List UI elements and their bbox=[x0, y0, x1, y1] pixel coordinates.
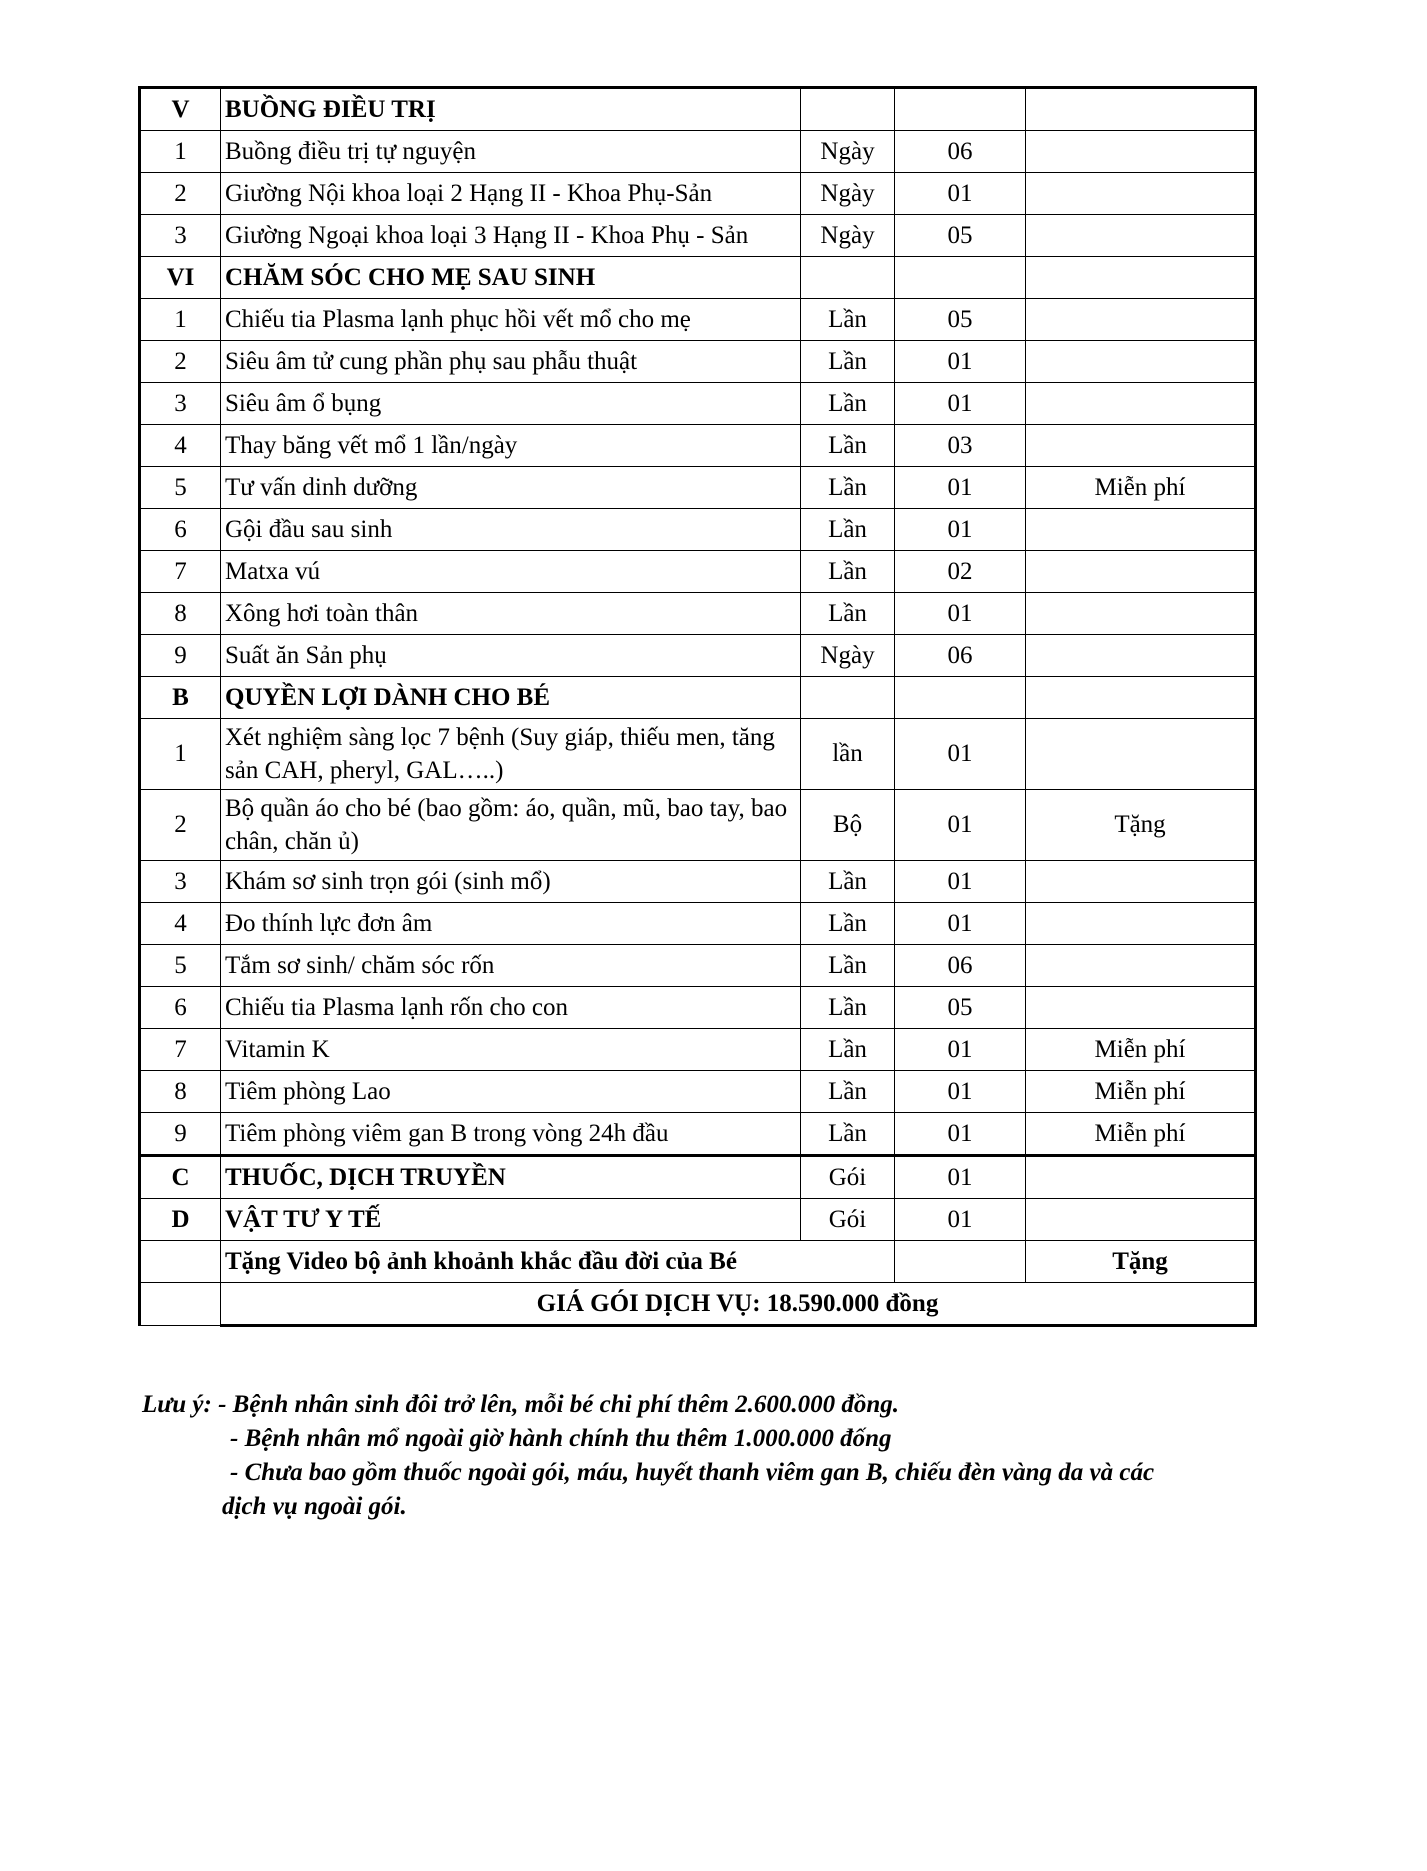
unit-cell: Lần bbox=[801, 425, 895, 467]
unit-cell: Lần bbox=[801, 299, 895, 341]
row-number: 7 bbox=[140, 551, 221, 593]
note-cell bbox=[1026, 173, 1256, 215]
section-number: D bbox=[140, 1199, 221, 1241]
note-cell bbox=[1026, 1199, 1256, 1241]
qty-cell: 01 bbox=[895, 861, 1026, 903]
unit-cell: Gói bbox=[801, 1199, 895, 1241]
note-cell bbox=[1026, 215, 1256, 257]
qty-cell: 05 bbox=[895, 215, 1026, 257]
service-name: Suất ăn Sản phụ bbox=[221, 635, 801, 677]
row-number: 5 bbox=[140, 467, 221, 509]
service-name: Xông hơi toàn thân bbox=[221, 593, 801, 635]
qty-cell: 01 bbox=[895, 1071, 1026, 1113]
qty-cell: 01 bbox=[895, 467, 1026, 509]
qty-cell: 05 bbox=[895, 987, 1026, 1029]
note-line-1 bbox=[142, 1388, 1262, 1422]
table-row bbox=[140, 987, 1256, 1029]
table-row bbox=[140, 635, 1256, 677]
note-cell bbox=[1026, 1156, 1256, 1199]
qty-cell: 05 bbox=[895, 299, 1026, 341]
section-number: B bbox=[140, 677, 221, 719]
table-row bbox=[140, 425, 1256, 467]
note-cell bbox=[1026, 551, 1256, 593]
qty-cell: 01 bbox=[895, 719, 1026, 790]
note-cell: Miễn phí bbox=[1026, 1071, 1256, 1113]
section-title: VẬT TƯ Y TẾ bbox=[221, 1199, 801, 1241]
row-number: 9 bbox=[140, 1113, 221, 1156]
row-number: 8 bbox=[140, 1071, 221, 1113]
note-cell: Miễn phí bbox=[1026, 1113, 1256, 1156]
note-cell bbox=[1026, 677, 1256, 719]
qty-cell bbox=[895, 1241, 1026, 1283]
qty-cell bbox=[895, 88, 1026, 131]
table-row bbox=[140, 1113, 1256, 1156]
service-name: Đo thính lực đơn âm bbox=[221, 903, 801, 945]
row-number: 6 bbox=[140, 987, 221, 1029]
section-row bbox=[140, 1199, 1256, 1241]
service-name: Siêu âm tử cung phần phụ sau phẫu thuật bbox=[221, 341, 801, 383]
note-cell: Miễn phí bbox=[1026, 1029, 1256, 1071]
qty-cell: 01 bbox=[895, 903, 1026, 945]
table-row bbox=[140, 509, 1256, 551]
note-cell bbox=[1026, 131, 1256, 173]
unit-cell: Lần bbox=[801, 1071, 895, 1113]
qty-cell: 01 bbox=[895, 173, 1026, 215]
service-name: Thay băng vết mổ 1 lần/ngày bbox=[221, 425, 801, 467]
unit-cell: Lần bbox=[801, 551, 895, 593]
qty-cell: 06 bbox=[895, 131, 1026, 173]
unit-cell: Lần bbox=[801, 861, 895, 903]
notes-block bbox=[142, 1388, 1262, 1524]
unit-cell: Lần bbox=[801, 593, 895, 635]
unit-cell: Lần bbox=[801, 341, 895, 383]
service-name: Tiêm phòng Lao bbox=[221, 1071, 801, 1113]
service-name: Giường Ngoại khoa loại 3 Hạng II - Khoa Phụ - Sản bbox=[221, 215, 801, 257]
note-text: - Bệnh nhân sinh đôi trở lên, mỗi bé chi phí thêm 2.600.000 đồng. bbox=[211, 1391, 899, 1418]
service-name: Chiếu tia Plasma lạnh rốn cho con bbox=[221, 987, 801, 1029]
note-cell bbox=[1026, 425, 1256, 467]
note-cell bbox=[1026, 861, 1256, 903]
note-label: Lưu ý: bbox=[142, 1391, 212, 1418]
note-cell bbox=[1026, 593, 1256, 635]
service-name: Matxa vú bbox=[221, 551, 801, 593]
note-line-4: dịch vụ ngoài gói. bbox=[222, 1493, 407, 1520]
note-cell bbox=[1026, 341, 1256, 383]
qty-cell: 01 bbox=[895, 383, 1026, 425]
row-number: 1 bbox=[140, 131, 221, 173]
qty-cell: 01 bbox=[895, 1156, 1026, 1199]
qty-cell: 02 bbox=[895, 551, 1026, 593]
table-row bbox=[140, 215, 1256, 257]
row-number: 1 bbox=[140, 719, 221, 790]
section-title: THUỐC, DỊCH TRUYỀN bbox=[221, 1156, 801, 1199]
table-row bbox=[140, 173, 1256, 215]
row-number bbox=[140, 1241, 221, 1283]
service-name: Gội đầu sau sinh bbox=[221, 509, 801, 551]
row-number: 1 bbox=[140, 299, 221, 341]
service-name: Buồng điều trị tự nguyện bbox=[221, 131, 801, 173]
note-cell bbox=[1026, 257, 1256, 299]
table-row bbox=[140, 719, 1256, 790]
qty-cell: 01 bbox=[895, 1199, 1026, 1241]
note-cell bbox=[1026, 383, 1256, 425]
row-number: 3 bbox=[140, 861, 221, 903]
table-row bbox=[140, 551, 1256, 593]
row-number: 4 bbox=[140, 903, 221, 945]
note-line-3: - Chưa bao gồm thuốc ngoài gói, máu, huyết thanh viêm gan B, chiếu đèn vàng da và các bbox=[230, 1459, 1155, 1486]
qty-cell: 01 bbox=[895, 341, 1026, 383]
qty-cell: 06 bbox=[895, 945, 1026, 987]
row-number: 6 bbox=[140, 509, 221, 551]
table-row bbox=[140, 945, 1256, 987]
row-number: 7 bbox=[140, 1029, 221, 1071]
service-name: Chiếu tia Plasma lạnh phục hồi vết mổ cho mẹ bbox=[221, 299, 801, 341]
unit-cell: Lần bbox=[801, 903, 895, 945]
unit-cell: Gói bbox=[801, 1156, 895, 1199]
note-cell bbox=[1026, 509, 1256, 551]
service-name: Siêu âm ổ bụng bbox=[221, 383, 801, 425]
row-number bbox=[140, 1283, 221, 1326]
note-cell: Tặng bbox=[1026, 790, 1256, 861]
table-row bbox=[140, 131, 1256, 173]
unit-cell: Ngày bbox=[801, 635, 895, 677]
section-row bbox=[140, 1156, 1256, 1199]
unit-cell bbox=[801, 677, 895, 719]
section-title: CHĂM SÓC CHO MẸ SAU SINH bbox=[221, 257, 801, 299]
table-row bbox=[140, 341, 1256, 383]
qty-cell: 01 bbox=[895, 1113, 1026, 1156]
row-number: 4 bbox=[140, 425, 221, 467]
qty-cell bbox=[895, 677, 1026, 719]
table-row bbox=[140, 790, 1256, 861]
row-number: 3 bbox=[140, 383, 221, 425]
qty-cell: 01 bbox=[895, 509, 1026, 551]
unit-cell: Lần bbox=[801, 383, 895, 425]
row-number: 2 bbox=[140, 790, 221, 861]
section-number: V bbox=[140, 88, 221, 131]
row-number: 2 bbox=[140, 173, 221, 215]
note-cell bbox=[1026, 635, 1256, 677]
unit-cell: Lần bbox=[801, 1113, 895, 1156]
row-number: 3 bbox=[140, 215, 221, 257]
section-row bbox=[140, 88, 1256, 131]
package-price: GIÁ GÓI DỊCH VỤ: 18.590.000 đồng bbox=[221, 1283, 1256, 1326]
table-row bbox=[140, 903, 1256, 945]
unit-cell: Ngày bbox=[801, 173, 895, 215]
qty-cell: 06 bbox=[895, 635, 1026, 677]
note-cell bbox=[1026, 987, 1256, 1029]
gift-description: Tặng Video bộ ảnh khoảnh khắc đầu đời của Bé bbox=[221, 1241, 895, 1283]
note-cell bbox=[1026, 945, 1256, 987]
unit-cell: Ngày bbox=[801, 131, 895, 173]
qty-cell: 03 bbox=[895, 425, 1026, 467]
unit-cell: Lần bbox=[801, 467, 895, 509]
qty-cell: 01 bbox=[895, 790, 1026, 861]
unit-cell: lần bbox=[801, 719, 895, 790]
unit-cell: Ngày bbox=[801, 215, 895, 257]
unit-cell: Lần bbox=[801, 945, 895, 987]
row-number: 5 bbox=[140, 945, 221, 987]
qty-cell: 01 bbox=[895, 593, 1026, 635]
table-row bbox=[140, 593, 1256, 635]
qty-cell bbox=[895, 257, 1026, 299]
note-cell bbox=[1026, 719, 1256, 790]
unit-cell: Lần bbox=[801, 987, 895, 1029]
note-cell bbox=[1026, 299, 1256, 341]
note-cell bbox=[1026, 88, 1256, 131]
row-number: 2 bbox=[140, 341, 221, 383]
unit-cell bbox=[801, 88, 895, 131]
unit-cell: Bộ bbox=[801, 790, 895, 861]
table-row bbox=[140, 1029, 1256, 1071]
service-name: Tắm sơ sinh/ chăm sóc rốn bbox=[221, 945, 801, 987]
row-number: 8 bbox=[140, 593, 221, 635]
service-name: Khám sơ sinh trọn gói (sinh mổ) bbox=[221, 861, 801, 903]
section-number: VI bbox=[140, 257, 221, 299]
total-row bbox=[140, 1283, 1256, 1326]
section-row bbox=[140, 677, 1256, 719]
service-name: Giường Nội khoa loại 2 Hạng II - Khoa Phụ-Sản bbox=[221, 173, 801, 215]
row-number: 9 bbox=[140, 635, 221, 677]
section-title: BUỒNG ĐIỀU TRỊ bbox=[221, 88, 801, 131]
section-row bbox=[140, 257, 1256, 299]
table-row bbox=[140, 383, 1256, 425]
table-row bbox=[140, 861, 1256, 903]
note-cell: Miễn phí bbox=[1026, 467, 1256, 509]
table-row bbox=[140, 1071, 1256, 1113]
note-line-2: - Bệnh nhân mổ ngoài giờ hành chính thu thêm 1.000.000 đống bbox=[230, 1425, 892, 1452]
unit-cell bbox=[801, 257, 895, 299]
service-name: Xét nghiệm sàng lọc 7 bệnh (Suy giáp, thiếu men, tăng sản CAH, pheryl, GAL…..) bbox=[221, 719, 801, 790]
section-number: C bbox=[140, 1156, 221, 1199]
section-title: QUYỀN LỢI DÀNH CHO BÉ bbox=[221, 677, 801, 719]
note-cell bbox=[1026, 903, 1256, 945]
gift-note: Tặng bbox=[1026, 1241, 1256, 1283]
unit-cell: Lần bbox=[801, 509, 895, 551]
qty-cell: 01 bbox=[895, 1029, 1026, 1071]
table-row bbox=[140, 299, 1256, 341]
unit-cell: Lần bbox=[801, 1029, 895, 1071]
service-name: Vitamin K bbox=[221, 1029, 801, 1071]
service-package-table bbox=[138, 86, 1257, 1327]
service-name: Tư vấn dinh dưỡng bbox=[221, 467, 801, 509]
gift-row bbox=[140, 1241, 1256, 1283]
service-name: Bộ quần áo cho bé (bao gồm: áo, quần, mũ, bao tay, bao chân, chăn ủ) bbox=[221, 790, 801, 861]
table-row bbox=[140, 467, 1256, 509]
service-name: Tiêm phòng viêm gan B trong vòng 24h đầu bbox=[221, 1113, 801, 1156]
